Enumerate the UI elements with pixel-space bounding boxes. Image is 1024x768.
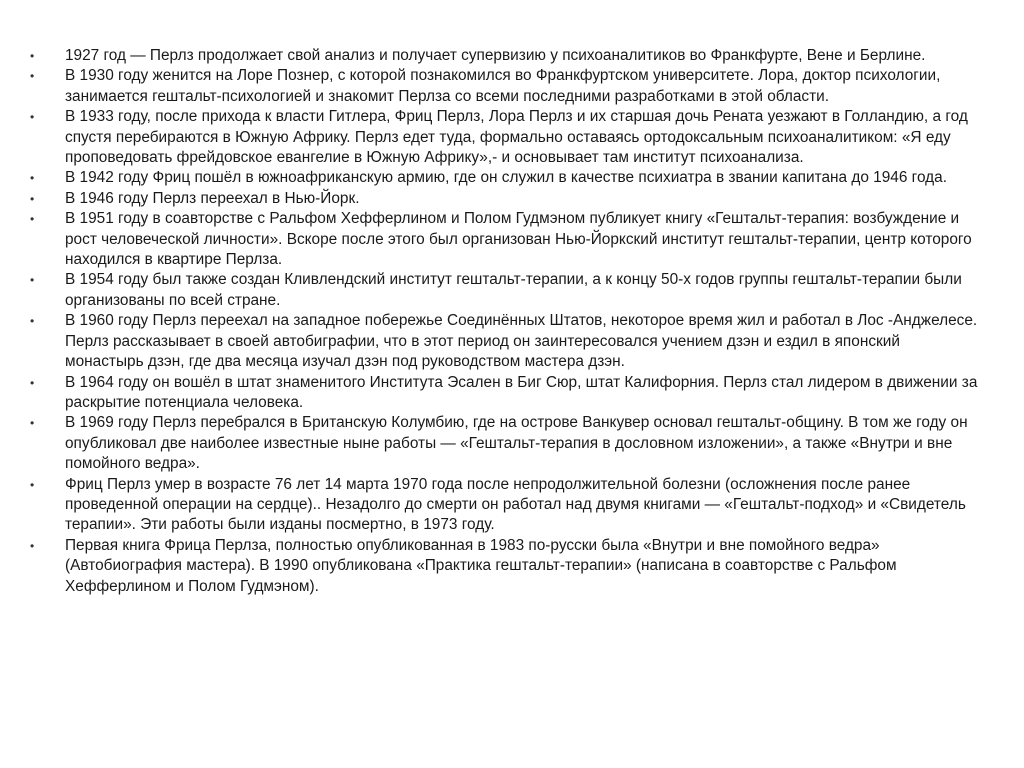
list-item-text: В 1930 году женится на Лоре Познер, с которой познакомился во Франкфуртском университете. Лора, доктор психологии, занимается гештальт-психологией и знакомит Перлза со всеми последними разработками в этой области. bbox=[65, 67, 941, 105]
list-item-text: В 1951 году в соавторстве с Ральфом Хефферлином и Полом Гудмэном публикует книгу «Гештальт-терапия: возбуждение и рост человеческой личности». Вскоре после этого был организован Нью-Йоркский институт гештальт-терапии, центр которого находился в квартире Перлза. bbox=[65, 210, 972, 269]
list-item-text: В 1964 году он вошёл в штат знаменитого Института Эсален в Биг Сюр, штат Калифорния. Перлз стал лидером в движении за раскрытие потенциала человека. bbox=[65, 373, 978, 411]
bullet-icon: • bbox=[30, 191, 35, 206]
list-item bbox=[30, 373, 980, 414]
list-item bbox=[30, 107, 980, 168]
list-item bbox=[30, 270, 980, 311]
bullet-icon: • bbox=[30, 171, 35, 186]
bullet-icon: • bbox=[30, 49, 35, 63]
list-item-text: В 1942 году Фриц пошёл в южноафриканскую армию, где он служил в качестве психиатра в звании капитана до 1946 года. bbox=[65, 169, 947, 187]
list-item bbox=[30, 536, 980, 597]
list-item-text: Первая книга Фрица Перлза, полностью опубликованная в 1983 по-русски была «Внутри и вне помойного ведра» (Автобиография мастера). В 1990 опубликована «Практика гештальт-терапии» (написана в соавторстве с Ральфом Хефферлином и Полом Гудмэном). bbox=[65, 536, 897, 595]
list-item bbox=[30, 168, 980, 188]
list-item bbox=[30, 413, 980, 474]
bullet-icon: • bbox=[30, 477, 35, 492]
list-item bbox=[30, 475, 980, 536]
list-item bbox=[30, 189, 980, 209]
list-item-text: В 1933 году, после прихода к власти Гитлера, Фриц Перлз, Лора Перлз и их старшая дочь Рената уезжают в Голландию, а год спустя перебираются в Южную Африку. Перлз едет туда, формально оставаясь ортодоксальным психоаналитиком: «Я еду проповедовать фрейдовское евангелие в Южную Африку»,- и основывает там институт психоанализа. bbox=[65, 108, 968, 167]
list-item-text: В 1969 году Перлз перебрался в Британскую Колумбию, где на острове Ванкувер основал гештальт-общину. В том же году он опубликовал две наиболее известные ныне работы — «Гештальт-терапия в дословном изложении», а также «Внутри и вне помойного ведра». bbox=[65, 414, 968, 473]
list-item-text: В 1954 году был также создан Кливлендский институт гештальт-терапии, а к концу 50-х годов группы гештальт-терапии были организованы по всей стране. bbox=[65, 271, 962, 309]
list-item bbox=[30, 66, 980, 107]
bullet-icon: • bbox=[30, 212, 35, 227]
list-item bbox=[30, 46, 980, 66]
bullet-icon: • bbox=[30, 538, 35, 553]
bullet-icon: • bbox=[30, 375, 35, 390]
bullet-icon: • bbox=[30, 314, 35, 329]
bullet-list bbox=[30, 46, 980, 597]
bullet-icon: • bbox=[30, 69, 35, 84]
bullet-icon: • bbox=[30, 273, 35, 288]
list-item-text: В 1946 году Перлз переехал в Нью-Йорк. bbox=[65, 189, 360, 207]
list-item-text: 1927 год — Перлз продолжает свой анализ и получает супервизию у психоаналитиков во Франкфурте, Вене и Берлине. bbox=[65, 47, 926, 64]
bullet-icon: • bbox=[30, 416, 35, 431]
slide-content bbox=[30, 46, 980, 597]
list-item-text: В 1960 году Перлз переехал на западное побережье Соединённых Штатов, некоторое время жил и работал в Лос -Анджелесе. Перлз рассказывает в своей автобиграфии, что в этот период он заинтересовался учением дзэн и ездил в японский монастырь дзэн, где два месяца изучал дзэн под руководством мастера дзэн. bbox=[65, 312, 978, 371]
list-item bbox=[30, 311, 980, 372]
bullet-icon: • bbox=[30, 110, 35, 125]
list-item-text: Фриц Перлз умер в возрасте 76 лет 14 марта 1970 года после непродолжительной болезни (осложнения после ранее проведенной операции на сердце).. Незадолго до смерти он работал над двумя книгами — «Гештальт-подход» и «Свидетель терапии». Эти работы были изданы посмертно, в 1973 году. bbox=[65, 475, 966, 534]
list-item bbox=[30, 209, 980, 270]
